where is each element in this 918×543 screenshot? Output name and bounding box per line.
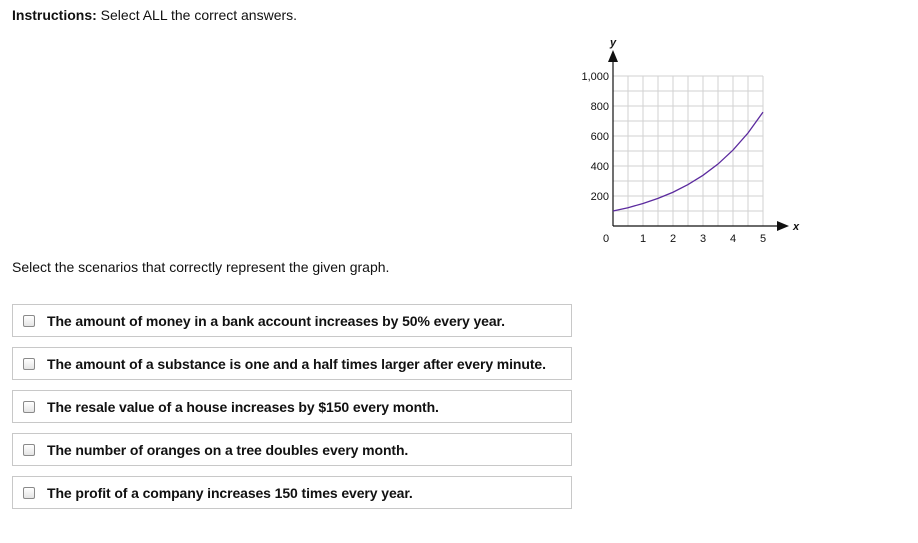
y-tick-label: 800 — [590, 101, 609, 113]
answer-option-label: The profit of a company increases 150 times every year. — [47, 484, 413, 501]
x-axis-arrow-icon — [777, 221, 789, 231]
answer-option-label: The number of oranges on a tree doubles every month. — [47, 441, 409, 458]
checkbox[interactable] — [23, 487, 35, 499]
answer-option-label: The resale value of a house increases by $150 every month. — [47, 398, 439, 415]
origin-label: 0 — [603, 233, 610, 245]
x-tick-label: 5 — [759, 233, 767, 245]
checkbox[interactable] — [23, 358, 35, 370]
instructions-text: Select ALL the correct answers. — [100, 7, 298, 23]
answer-option-2[interactable] — [12, 347, 572, 380]
exponential-graph — [565, 30, 805, 245]
answer-option-5[interactable] — [12, 476, 572, 509]
x-tick-label: 2 — [669, 233, 677, 245]
question-prompt: Select the scenarios that correctly represent the given graph. — [12, 259, 390, 275]
answer-options — [12, 304, 572, 519]
y-axis-label: y — [610, 37, 617, 49]
instructions-label: Instructions: — [12, 7, 97, 23]
answer-option-4[interactable] — [12, 433, 572, 466]
x-tick-label: 1 — [639, 233, 647, 245]
y-tick-label: 200 — [590, 191, 609, 203]
x-axis-label: x — [793, 221, 800, 233]
checkbox[interactable] — [23, 401, 35, 413]
x-tick-label: 4 — [729, 233, 737, 245]
checkbox[interactable] — [23, 444, 35, 456]
answer-option-label: The amount of money in a bank account increases by 50% every year. — [47, 312, 505, 329]
answer-option-label: The amount of a substance is one and a half times larger after every minute. — [47, 355, 546, 372]
y-tick-label: 1,000 — [581, 71, 609, 83]
answer-option-1[interactable] — [12, 304, 572, 337]
y-tick-label: 600 — [590, 131, 609, 143]
instructions — [12, 7, 297, 24]
y-tick-label: 400 — [590, 161, 609, 173]
x-tick-label: 3 — [699, 233, 707, 245]
checkbox[interactable] — [23, 315, 35, 327]
answer-option-3[interactable] — [12, 390, 572, 423]
y-axis-arrow-icon — [608, 50, 618, 62]
